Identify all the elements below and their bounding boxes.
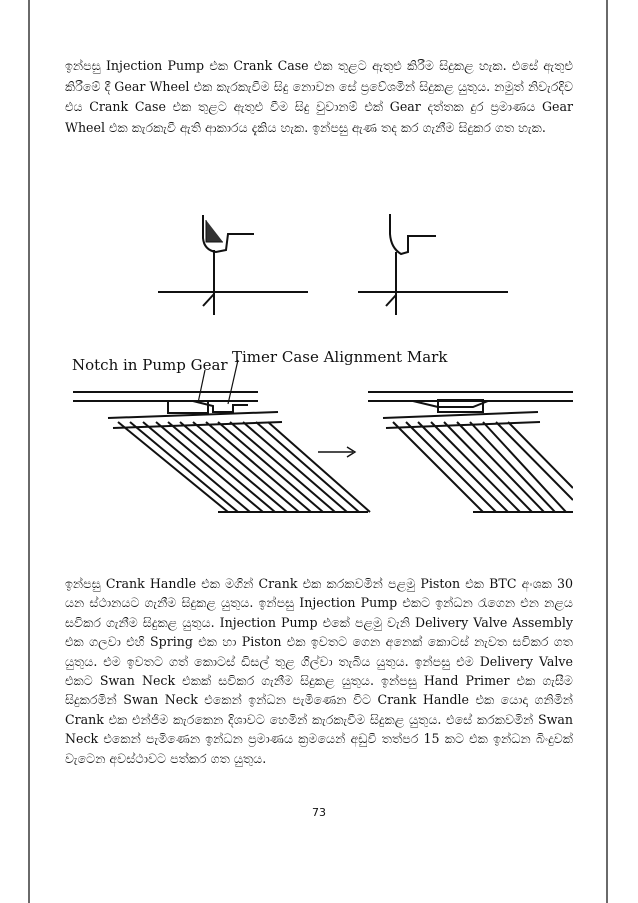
figure-drawing: [68, 190, 573, 560]
pump-gear-right: [368, 392, 573, 512]
notch-label: Notch in Pump Gear: [72, 356, 228, 374]
tooth-sketch-left: [158, 215, 308, 315]
right-margin-rule: [606, 0, 608, 903]
timer-mark-label: Timer Case Alignment Mark: [232, 348, 448, 366]
pump-gear-alignment-figure: [68, 190, 573, 560]
procedure-paragraph: ඉන්පසු Crank Handle එක මගින් Crank එක කරකවමින් පළමු Piston එක BTC අංශක 30 යන ස්ථානයට ගැනීම සිදුකළ යුතුය. ඉන්පසු Injection Pump එකට ඉන්ධන රැගෙන එන නළය සවිකර ගැනීම සිදුකළ යුතුය. Injection Pump එකේ පළමු වැනි Delivery Valve Assembly එක ගලවා එහි Spring එක හා Piston එක ඉවතට ගෙන අනෙක් කොටස් නැවත සවිකර ගත යුතුය. එම ඉවතට ගත් කොටස් ඩිසල් තුළ ගිල්වා තැබිය යුතුය. ඉන්පසු එම Delivery Valve එකට Swan Neck එකක් සවිකර ගැනීම සිදුකළ යුතුය. ඉන්පසු Hand Primer එක ගැසීම සිදුකරමින් Swan Neck එකෙන් ඉන්ධන පැමිණෙන විට Crank Handle එක යොදා ගනිමින් Crank එක එන්ජිම කැරකෙන දිශාවට හෙමින් කැරකැවීම සිදුකළ යුතුය. එසේ කරකවමින් Swan Neck එකෙන් පැමිණෙන ඉන්ධන ප්‍රමාණය ක්‍රමයෙන් අඩුවී තත්පර 15 කට එක ඉන්ධන බිංදුවක් වැටෙන අවස්ථාවට පත්කර ගත යුතුය.: [65, 576, 573, 766]
left-margin-rule: [28, 0, 30, 903]
intro-paragraph: ඉන්පසු Injection Pump එක Crank Case එක තුළට ඇතුළු කිරීම සිදුකළ හැක. එසේ ඇතුළු කිරීමේ දී Gear Wheel එක කැරකැවීම සිදු නොවන සේ ප්‍රවේශමින් සිදුකළ යුතුය. නමුත් නිවැරදිව එය Crank Case එක තුළට ඇතුළු වීම සිදු වුවානම් එක් Gear දත්තක දුර ප්‍රමාණය Gear Wheel එක කැරකැවී ඇති ආකාරය දැකිය හැක. ඉන්පසු ඇණ තද කර ගැනීම සිදුකර ගත හැක.: [65, 58, 573, 135]
page-number: 73: [312, 806, 326, 819]
transition-arrow: [318, 447, 355, 457]
tooth-sketch-right: [358, 214, 508, 315]
